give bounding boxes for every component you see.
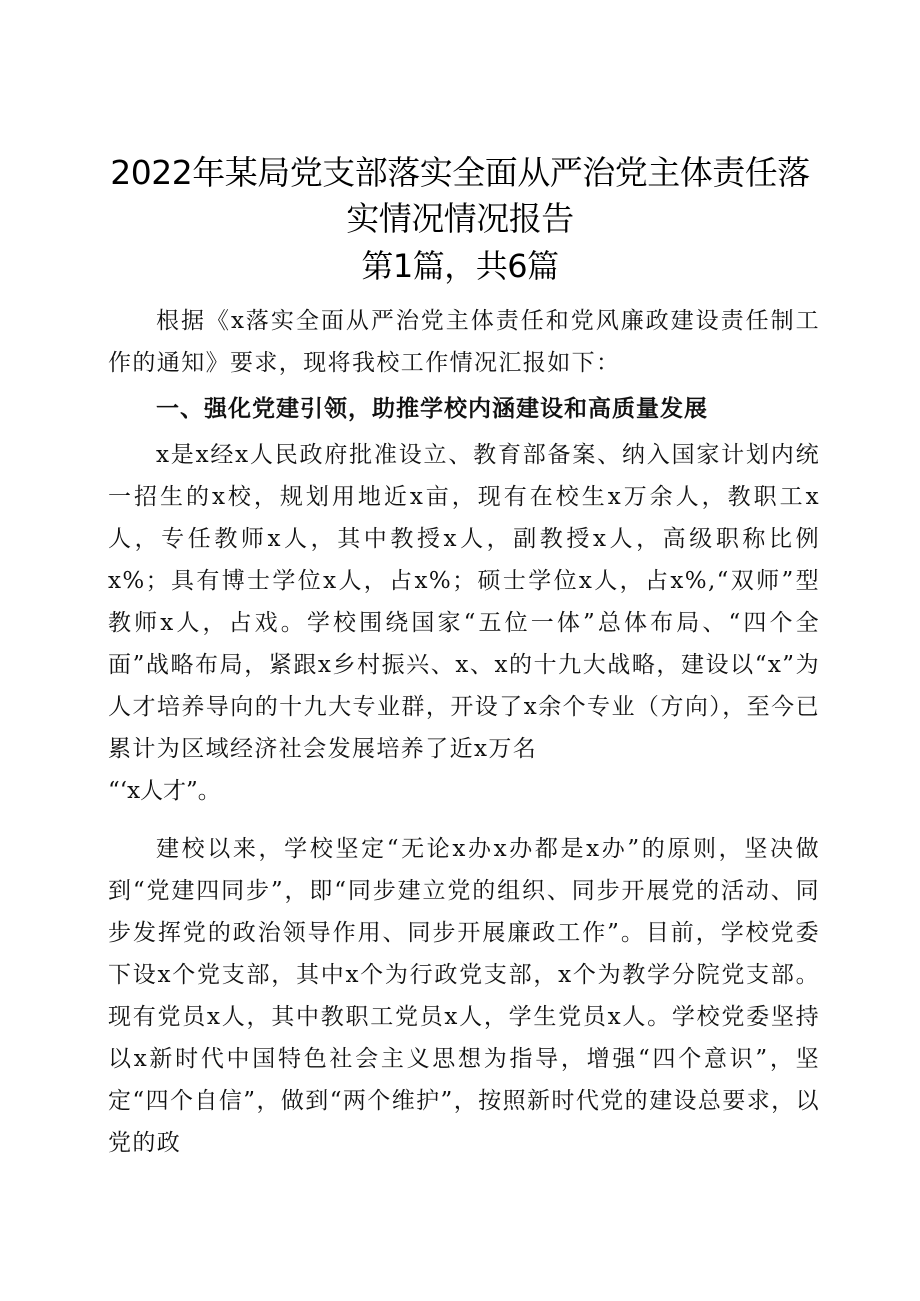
section-heading-1: 一、强化党建引领，助推学校内涵建设和高质量发展 <box>156 396 708 422</box>
body-text <box>108 300 820 1164</box>
paragraph-party-building: 建校以来，学校坚定“无论x办x办都是x办”的原则，坚决做到“党建四同步”，即“同步建立党的组织、同步开展党的活动、同步发挥党的政治领导作用、同步开展廉政工作”。目前，学校党委下设x个党支部，其中x个为行政党支部，x个为教学分院党支部。现有党员x人，其中教职工党员x人，学生党员x人。学校党委坚持以x新时代中国特色社会主义思想为指导，增强“四个意识”，坚定“四个自信”，做到“两个维护”，按照新时代党的建设总要求，以党的政 <box>108 836 820 1156</box>
paragraph-intro: 根据《x落实全面从严治党主体责任和党风廉政建设责任制工作的通知》要求，现将我校工作情况汇报如下： <box>108 308 820 376</box>
paragraph-fragment: “‘x人才”。 <box>108 778 221 804</box>
title-block <box>100 150 820 290</box>
document-title-line-1: 2022年某局党支部落实全面从严治党主体责任落 <box>110 153 810 192</box>
document-title-line-2: 实情况情况报告 <box>346 199 574 238</box>
paragraph-school-overview: x是x经x人民政府批准设立、教育部备案、纳入国家计划内统一招生的x校，规划用地近x亩，现有在校生x万余人，教职工x人，专任教师x人，其中教授x人，副教授x人，高级职称比例x%；具有博士学位x人，占x%；硕士学位x人，占x%,“双师”型教师x人，占戏。学校围绕国家“五位一体”总体布局、“四个全面”战略布局，紧跟x乡村振兴、x、x的十九大战略，建设以“x”为人才培养导向的十九大专业群，开设了x余个专业（方向），至今已累计为区域经济社会发展培养了近x万名 <box>108 442 821 762</box>
document-subtitle: 第1篇，共6篇 <box>361 247 559 285</box>
